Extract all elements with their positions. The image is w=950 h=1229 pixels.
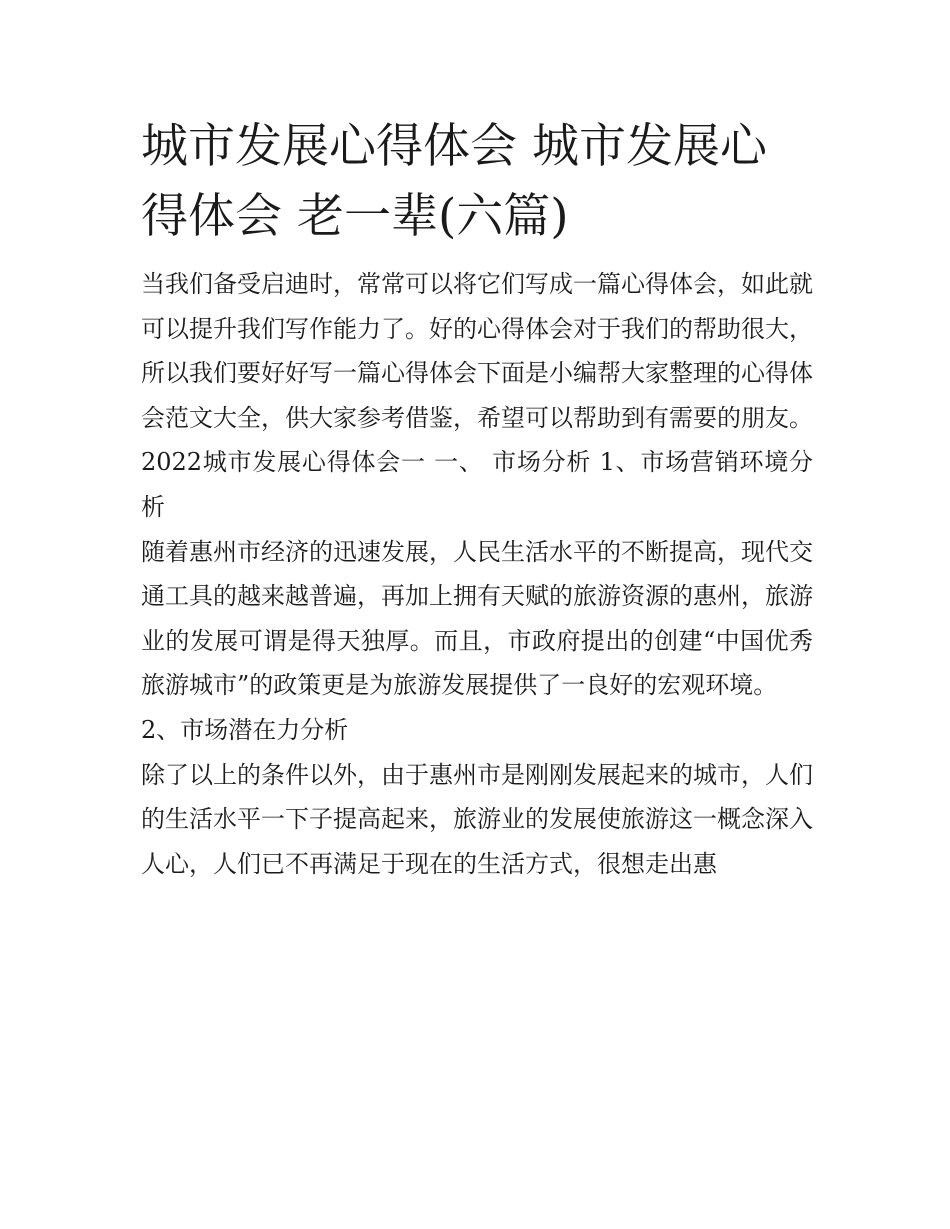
document-page — [141, 112, 813, 886]
section-heading-market-analysis: 2022城市发展心得体会一 一、 市场分析 1、市场营销环境分析 — [141, 448, 813, 521]
document-title: 城市发展心得体会 城市发展心得体会 老一辈(六篇) — [141, 119, 767, 244]
intro-paragraph: 当我们备受启迪时，常常可以将它们写成一篇心得体会，如此就可以提升我们写作能力了。好的心得体会对于我们的帮助很大，所以我们要好好写一篇心得体会下面是小编帮大家整理的心得体会范文大全，供大家参考借鉴，希望可以帮助到有需要的朋友。 — [141, 270, 813, 432]
section-heading-market-potential: 2、市场潜在力分析 — [141, 715, 349, 744]
market-potential-paragraph: 除了以上的条件以外，由于惠州市是刚刚发展起来的城市，人们的生活水平一下子提高起来，旅游业的发展使旅游这一概念深入人心，人们已不再满足于现在的生活方式，很想走出惠 — [141, 760, 813, 878]
market-environment-paragraph: 随着惠州市经济的迅速发展，人民生活水平的不断提高，现代交通工具的越来越普遍，再加上拥有天赋的旅游资源的惠州，旅游业的发展可谓是得天独厚。而且，市政府提出的创建“中国优秀旅游城市”的政策更是为旅游发展提供了一良好的宏观环境。 — [141, 537, 813, 700]
